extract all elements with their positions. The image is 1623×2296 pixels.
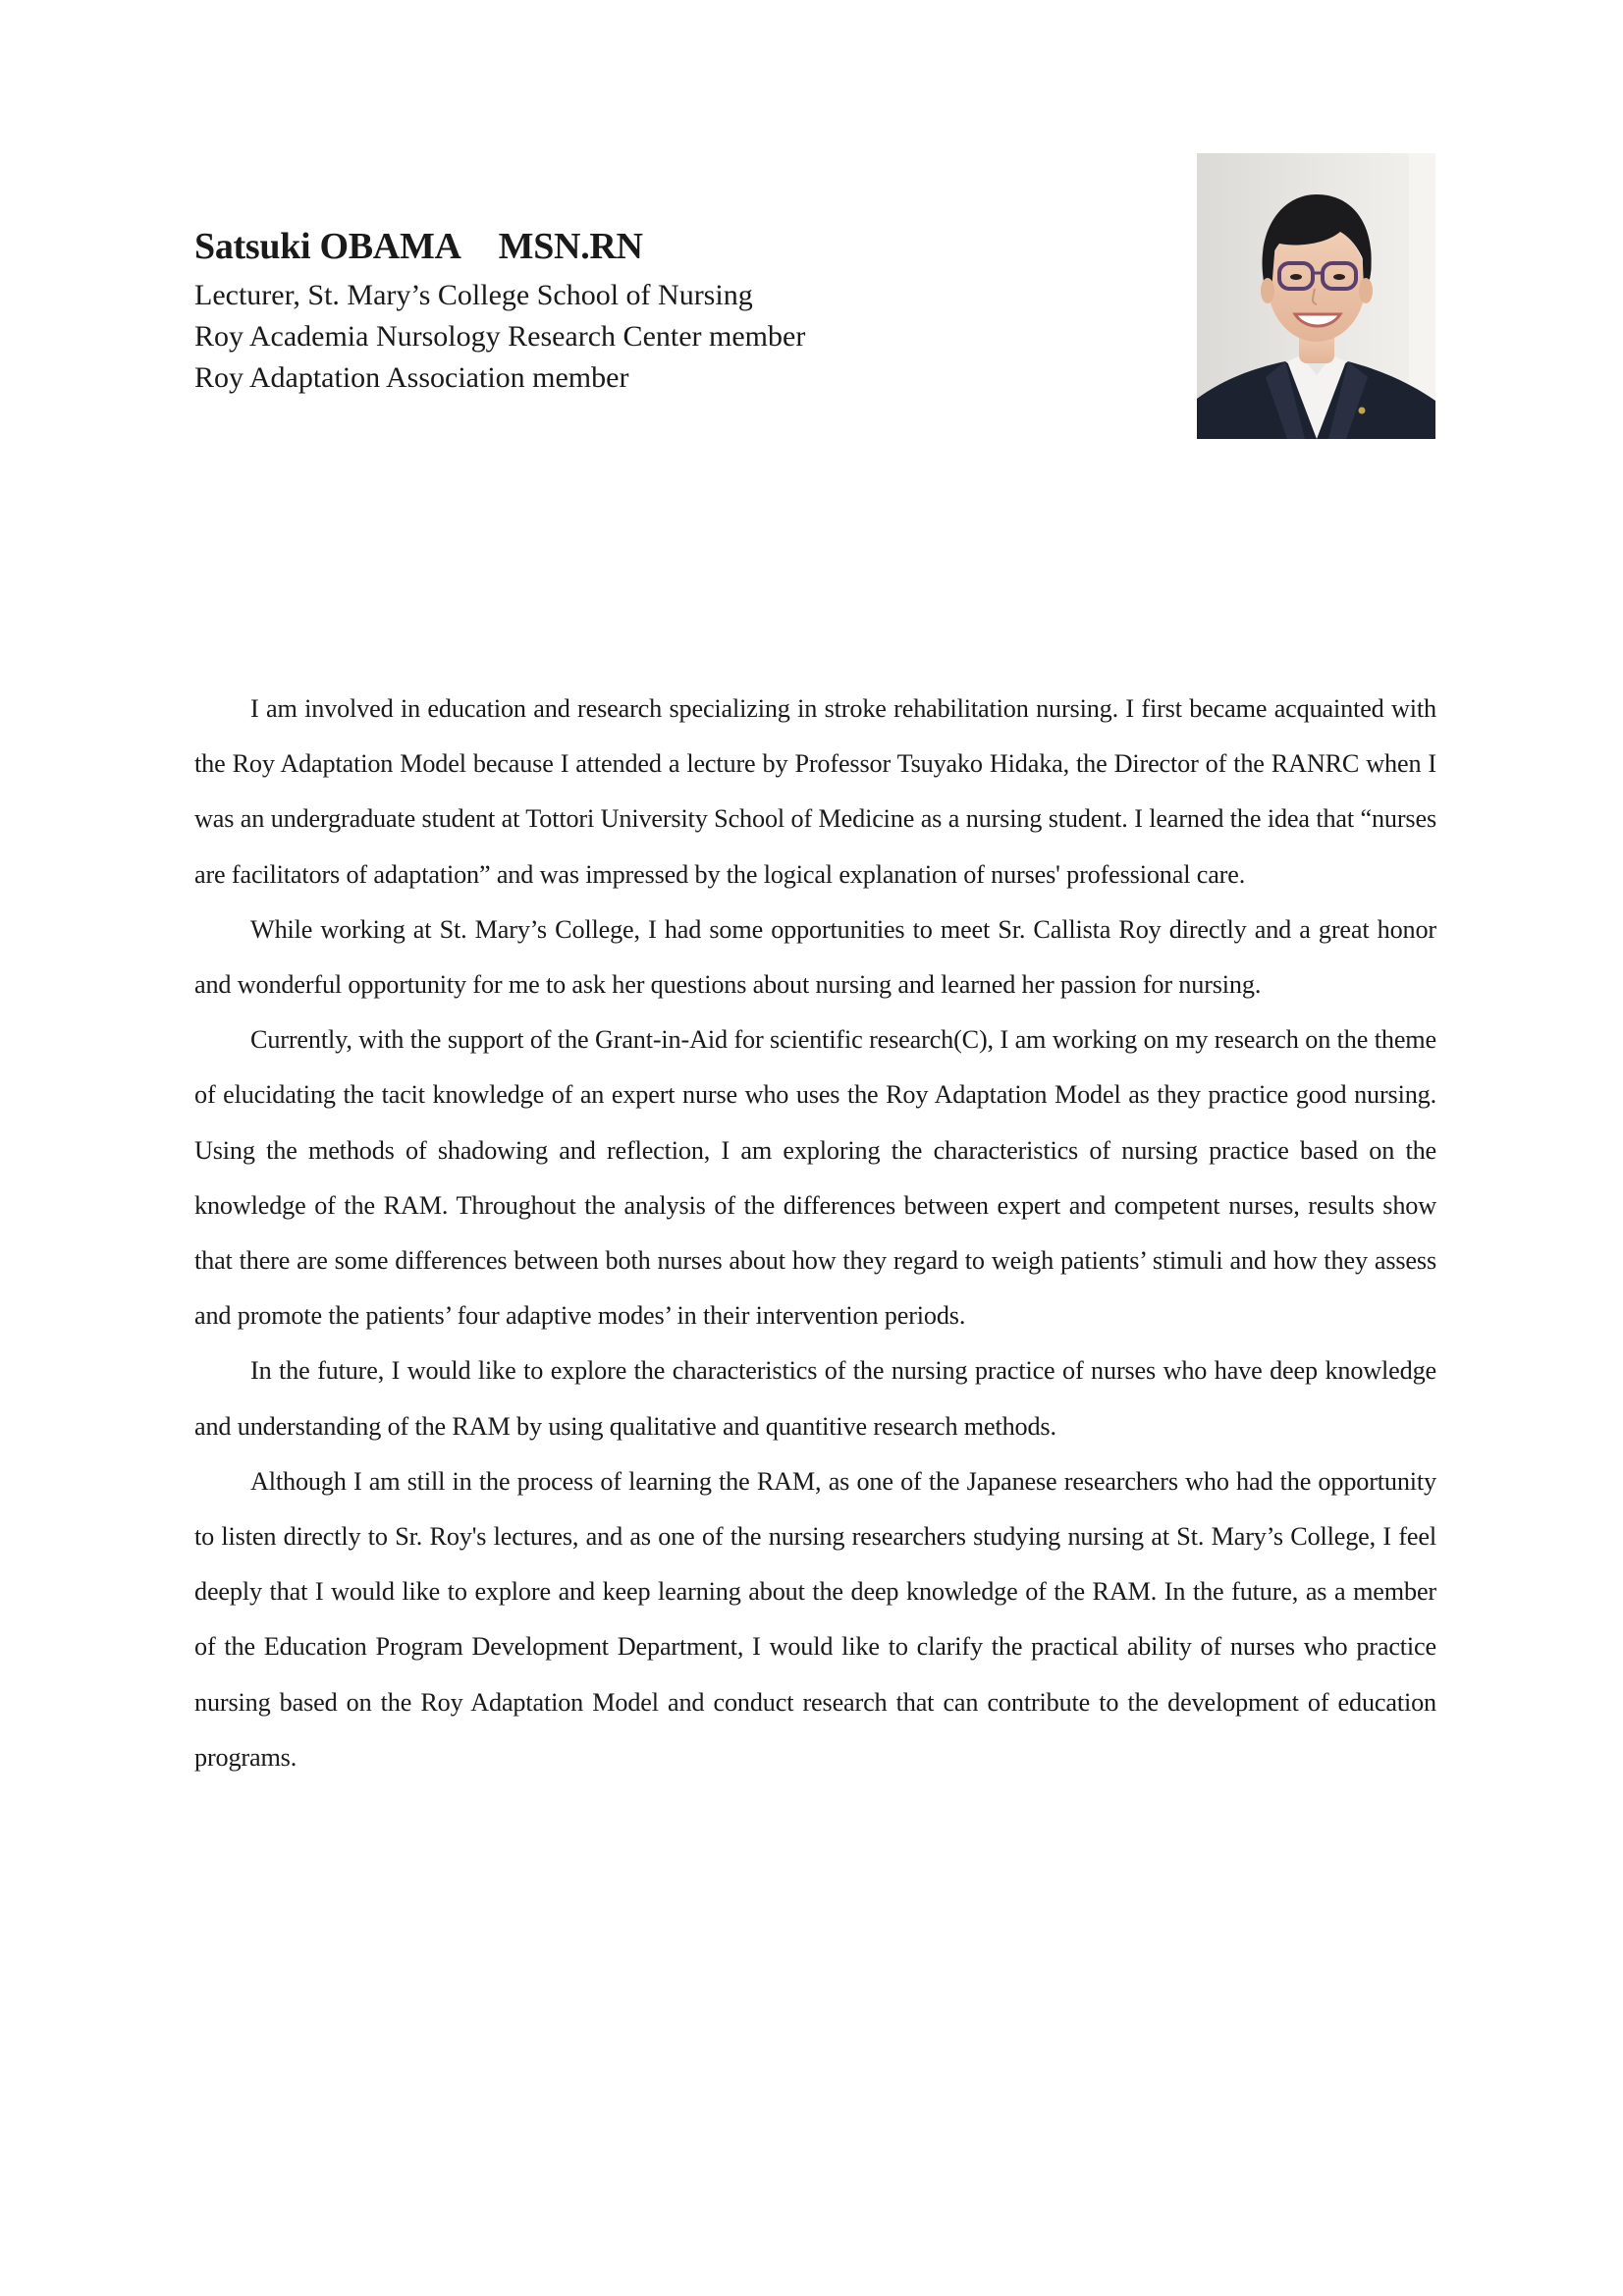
affiliation-line: Roy Academia Nursology Research Center member [194, 320, 806, 353]
affiliation-line: Lecturer, St. Mary’s College School of Nursing [194, 279, 753, 311]
affiliation-line: Roy Adaptation Association member [194, 361, 629, 394]
paragraph: Currently, with the support of the Grant-in-Aid for scientific research(C), I am working on my research on the theme of elucidating the tacit knowledge of an expert nurse who uses the Roy Adaptation Model as they practice good nursing. Using the methods of shadowing and reflection, I am exploring the characteristics of nursing practice based on the knowledge of the RAM. Throughout the analysis of the differences between expert and competent nurses, results show that there are some differences between both nurses about how they regard to weigh patients’ stimuli and how they assess and promote the patients’ four adaptive modes’ in their intervention periods. [194, 1025, 1436, 1331]
author-name-line [194, 218, 1176, 275]
paragraph: I am involved in education and research specializing in stroke rehabilitation nursing. I first became acquainted with the Roy Adaptation Model because I attended a lecture by Professor Tsuyako Hidaka, the Director of the RANRC when I was an undergraduate student at Tottori University School of Medicine as a nursing student. I learned the idea that “nurses are facilitators of adaptation” and was impressed by the logical explanation of nurses' professional care. [194, 694, 1436, 889]
author-portrait-photo [1197, 153, 1435, 439]
author-name: Satsuki OBAMA [194, 226, 461, 267]
biography-body [194, 682, 1436, 1785]
paragraph: While working at St. Mary’s College, I had some opportunities to meet Sr. Callista Roy directly and a great honor and wonderful opportunity for me to ask her questions about nursing and learned her passion for nursing. [194, 914, 1436, 1000]
paragraph: Although I am still in the process of learning the RAM, as one of the Japanese researchers who had the opportunity to listen directly to Sr. Roy's lectures, and as one of the nursing researchers studying nursing at St. Mary’s College, I feel deeply that I would like to explore and keep learning about the deep knowledge of the RAM. In the future, as a member of the Education Program Development Department, I would like to clarify the practical ability of nurses who practice nursing based on the Roy Adaptation Model and conduct research that can contribute to the development of education programs. [194, 1466, 1436, 1772]
author-credential: MSN.RN [498, 226, 643, 267]
profile-header [194, 218, 1176, 399]
paragraph: In the future, I would like to explore the characteristics of the nursing practice of nurses who have deep knowledge and understanding of the RAM by using qualitative and quantitive research methods. [194, 1356, 1436, 1441]
